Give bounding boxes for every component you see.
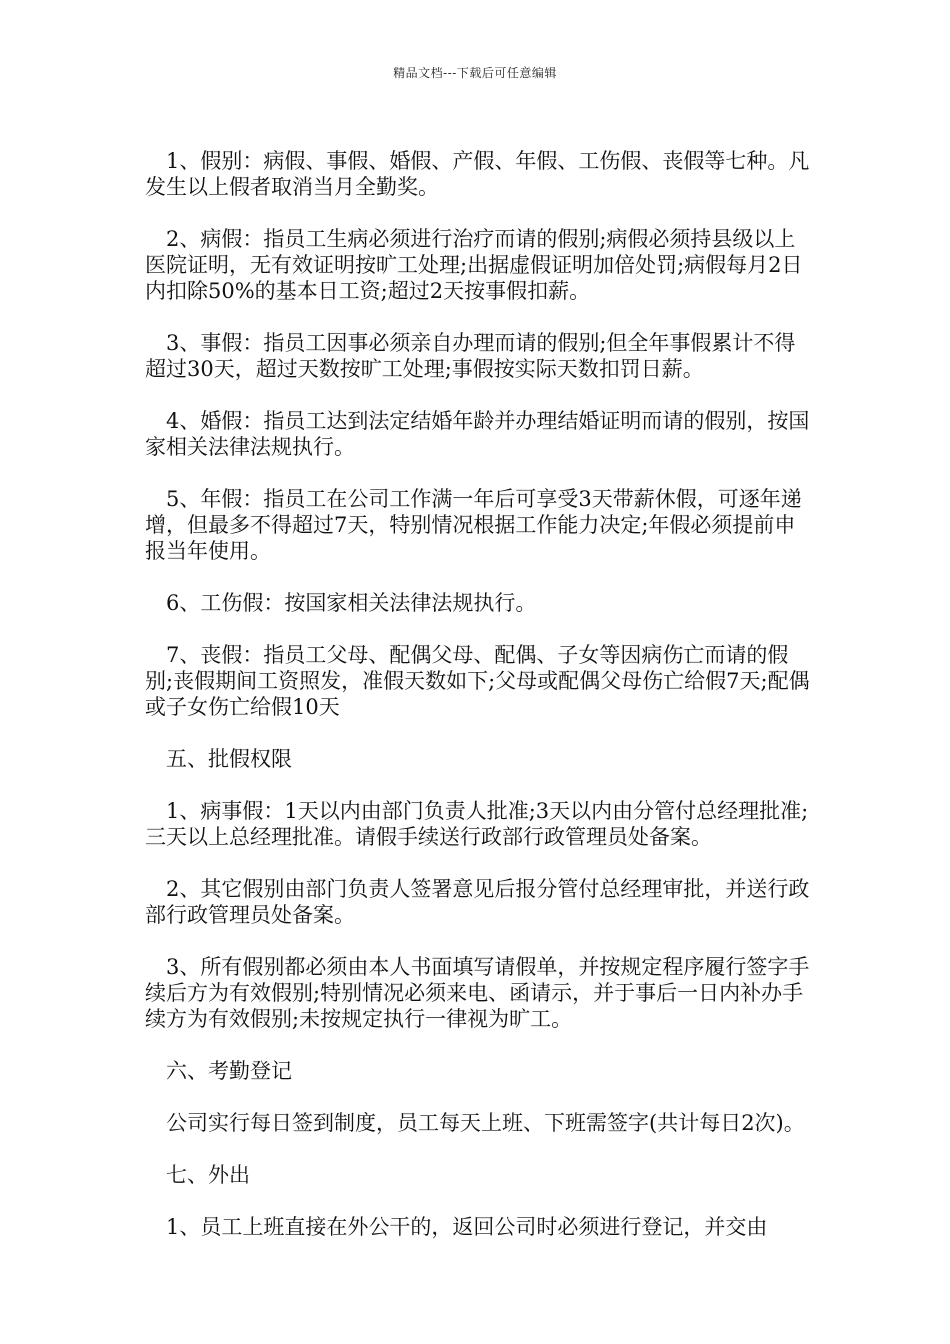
paragraph: 4、婚假：指员工达到法定结婚年龄并办理结婚证明而请的假别，按国家相关法律法规执行。: [145, 409, 810, 459]
page-header: 精品文档---下载后可任意编辑: [393, 66, 557, 80]
document-body: [145, 148, 810, 1240]
paragraph: 2、其它假别由部门负责人签署意见后报分管付总经理审批，并送行政部行政管理员处备案。: [145, 877, 810, 927]
paragraph: 1、假别：病假、事假、婚假、产假、年假、工伤假、丧假等七种。凡发生以上假者取消当月全勤奖。: [145, 149, 810, 199]
section-heading: 五、批假权限: [166, 747, 292, 771]
paragraph: 2、病假：指员工生病必须进行治疗而请的假别;病假必须持县级以上医院证明，无有效证明按旷工处理;出据虚假证明加倍处罚;病假每月2日内扣除50%的基本日工资;超过2天按事假扣薪。: [145, 227, 803, 303]
section-heading: 七、外出: [166, 1163, 250, 1187]
paragraph: 3、所有假别都必须由本人书面填写请假单，并按规定程序履行签字手续后方为有效假别;特别情况必须来电、函请示，并于事后一日内补办手续方为有效假别;未按规定执行一律视为旷工。: [145, 955, 810, 1031]
paragraph: 5、年假：指员工在公司工作满一年后可享受3天带薪休假，可逐年递增，但最多不得超过7天，特别情况根据工作能力决定;年假必须提前申报当年使用。: [145, 487, 802, 563]
paragraph: 公司实行每日签到制度，员工每天上班、下班需签字(共计每日2次)。: [166, 1111, 805, 1135]
paragraph: 6、工伤假：按国家相关法律法规执行。: [166, 591, 537, 615]
section-heading: 六、考勤登记: [166, 1059, 292, 1083]
paragraph: 3、事假：指员工因事必须亲自办理而请的假别;但全年事假累计不得超过30天，超过天数按旷工处理;事假按实际天数扣罚日薪。: [145, 331, 796, 381]
paragraph: 1、病事假：1天以内由部门负责人批准;3天以内由分管付总经理批准;三天以上总经理批准。请假手续送行政部行政管理员处备案。: [145, 799, 809, 849]
paragraph: 1、员工上班直接在外公干的，返回公司时必须进行登记，并交由: [166, 1215, 768, 1239]
paragraph: 7、丧假：指员工父母、配偶父母、配偶、子女等因病伤亡而请的假别;丧假期间工资照发，准假天数如下;父母或配偶父母伤亡给假7天;配偶或子女伤亡给假10天: [145, 643, 810, 719]
